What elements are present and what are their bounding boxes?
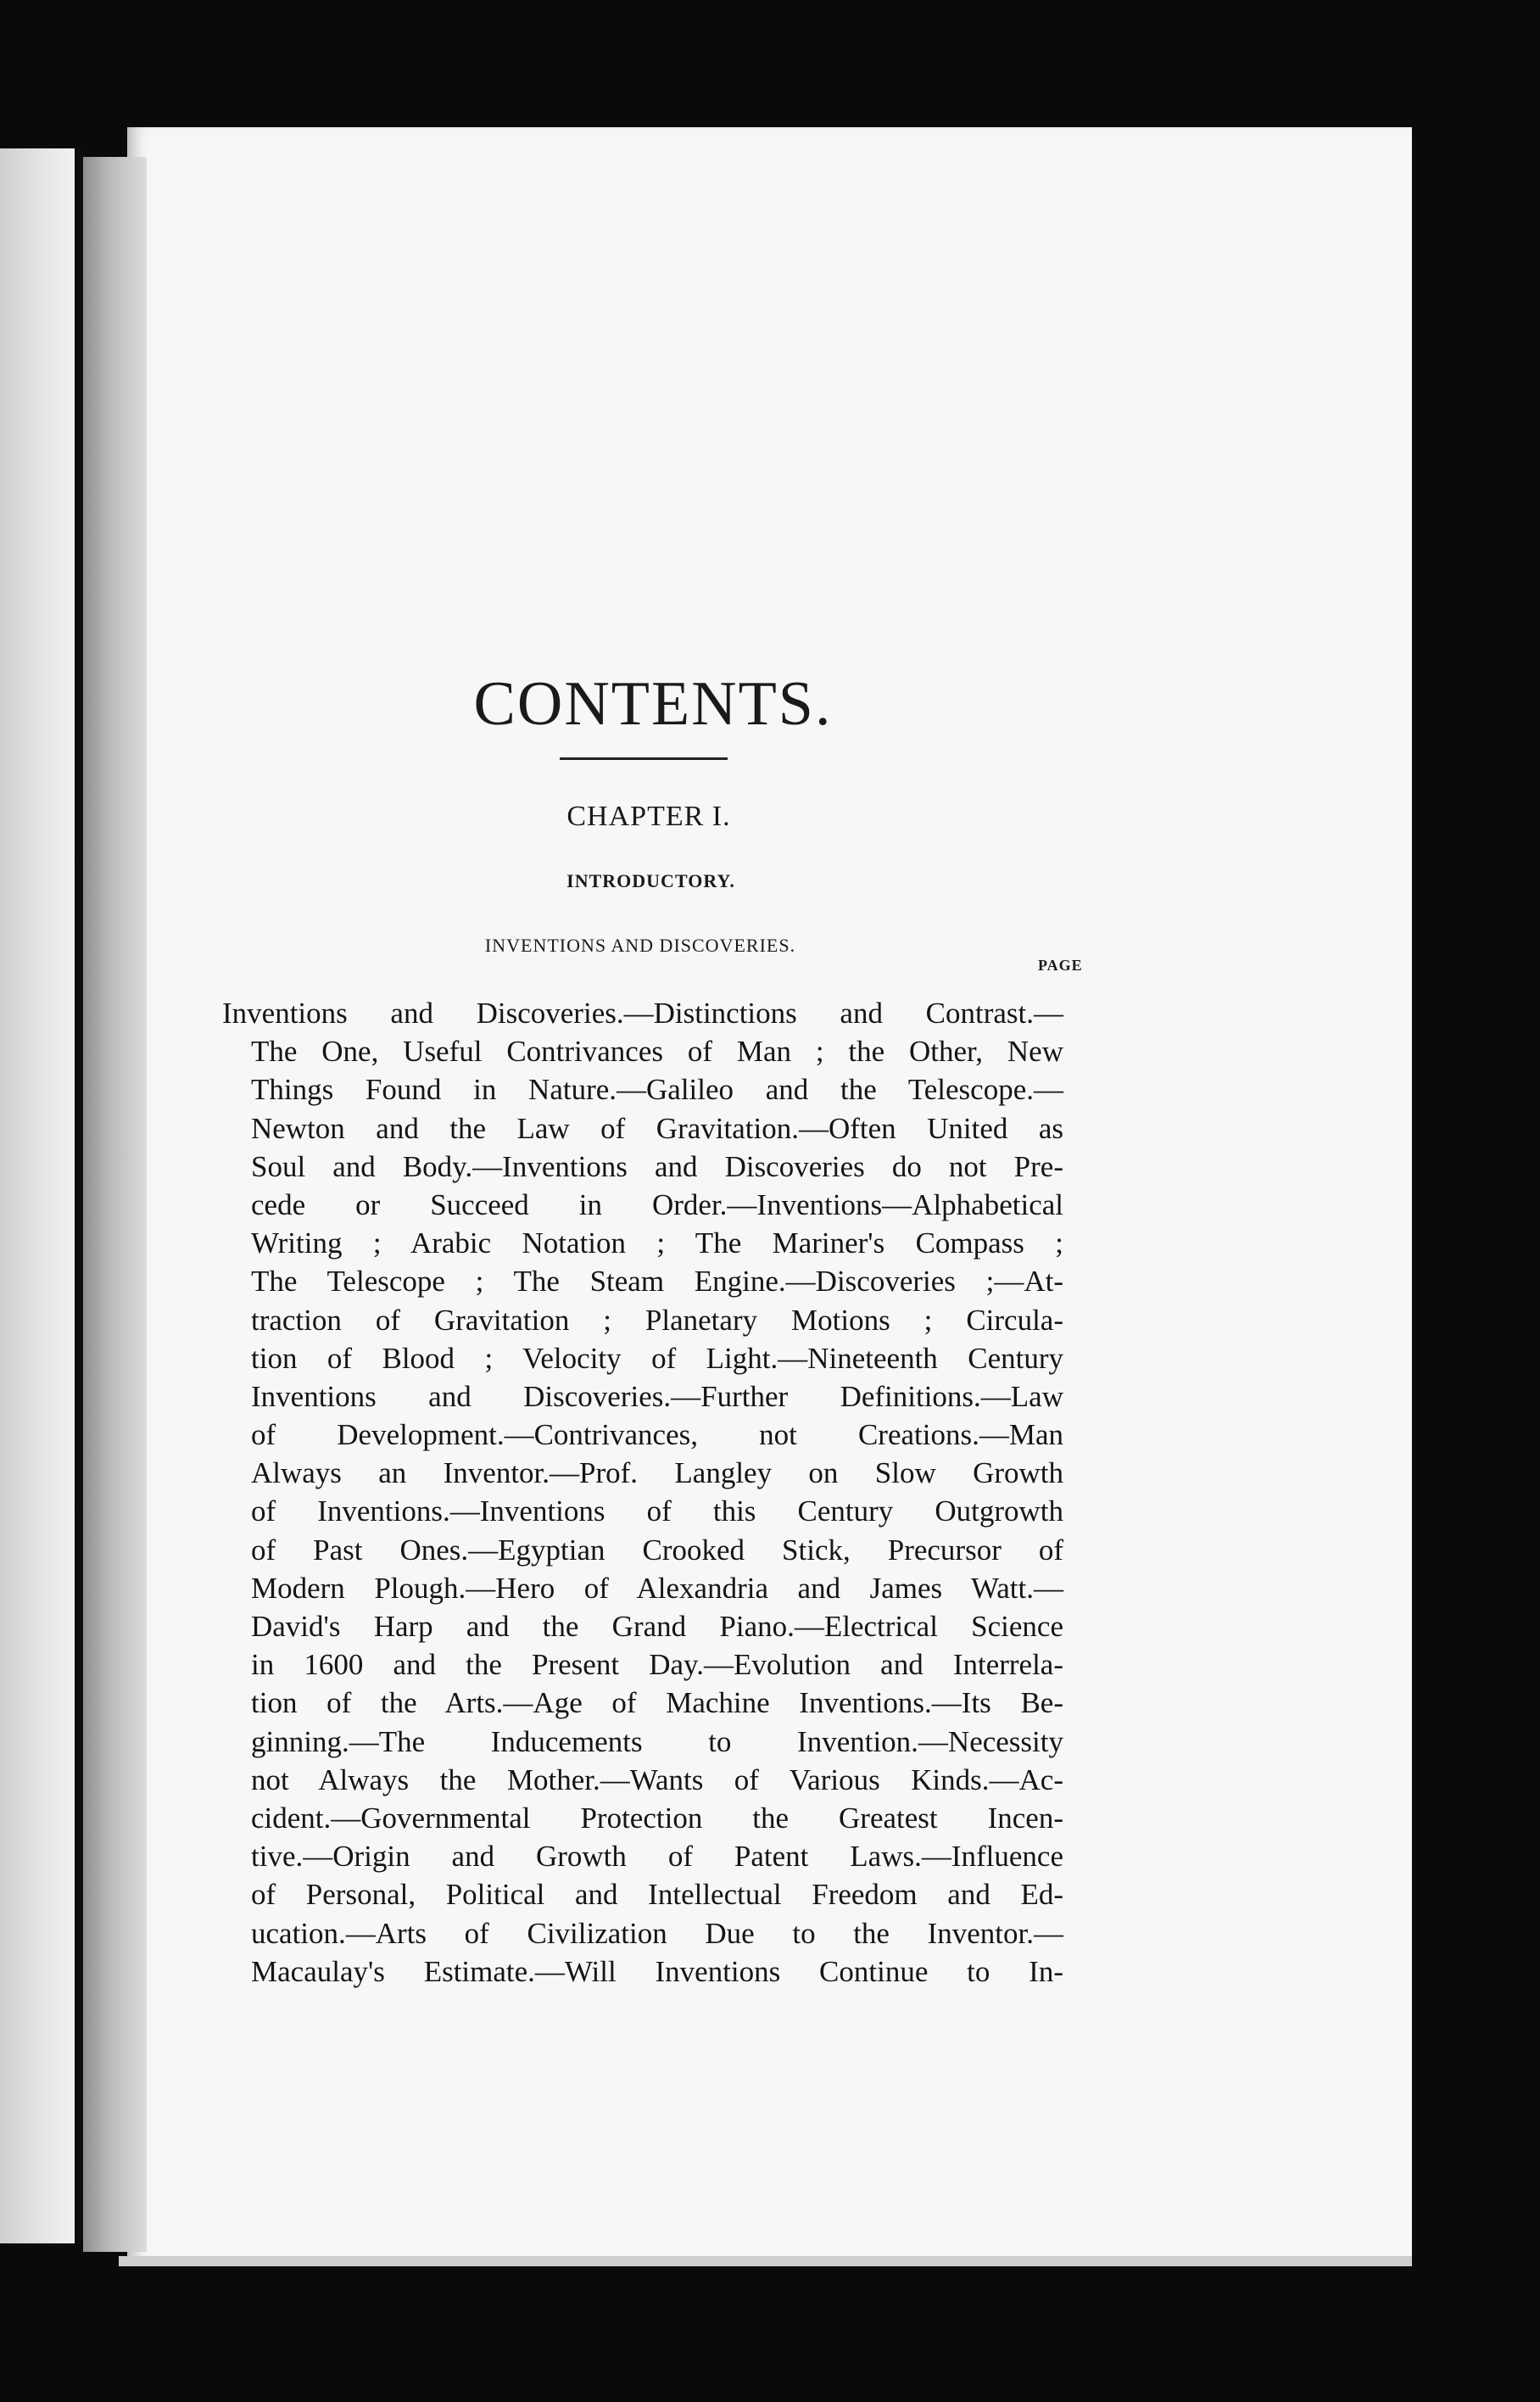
chapter-subtitle: INTRODUCTORY.	[566, 870, 735, 891]
summary-line: Always an Inventor.—Prof. Langley on Slow Growth	[251, 1456, 1063, 1490]
page-column-label: PAGE	[1038, 957, 1083, 974]
summary-line: cident.—Governmental Protection the Greatest Incen-	[251, 1801, 1063, 1835]
section-title: INVENTIONS AND DISCOVERIES.	[484, 935, 796, 956]
summary-line: traction of Gravitation ; Planetary Motions ; Circula-	[251, 1303, 1063, 1337]
summary-line: Modern Plough.—Hero of Alexandria and James Watt.—	[251, 1571, 1063, 1605]
book-spine-gap	[75, 148, 83, 2243]
summary-line: David's Harp and the Grand Piano.—Electrical Science	[251, 1610, 1063, 1643]
left-page-edge	[0, 148, 75, 2243]
summary-line: Newton and the Law of Gravitation.—Often United as	[251, 1111, 1063, 1145]
summary-line: The Telescope ; The Steam Engine.—Discoveries ;—At-	[251, 1265, 1063, 1299]
summary-line: of Inventions.—Inventions of this Century Outgrowth	[251, 1494, 1063, 1528]
summary-line: ginning.—The Inducements to Invention.—Necessity	[251, 1724, 1063, 1758]
summary-line: Writing ; Arabic Notation ; The Mariner's Compass ;	[251, 1226, 1063, 1260]
summary-line: tion of the Arts.—Age of Machine Inventions.—Its Be-	[251, 1686, 1063, 1720]
summary-line: ucation.—Arts of Civilization Due to the Inventor.—	[251, 1916, 1063, 1950]
summary-line: not Always the Mother.—Wants of Various Kinds.—Ac-	[251, 1762, 1063, 1796]
summary-line: Inventions and Discoveries.—Distinctions and Contrast.—	[222, 997, 1063, 1030]
contents-title: CONTENTS.	[473, 669, 833, 739]
page-gutter-shadow	[83, 157, 147, 2252]
chapter-heading: CHAPTER I.	[566, 801, 731, 832]
summary-line: tive.—Origin and Growth of Patent Laws.—Influence	[251, 1840, 1063, 1874]
summary-line: of Past Ones.—Egyptian Crooked Stick, Precursor of	[251, 1533, 1063, 1567]
summary-line: of Development.—Contrivances, not Creations.—Man	[251, 1418, 1063, 1452]
summary-line: cede or Succeed in Order.—Inventions—Alphabetical	[251, 1187, 1063, 1221]
summary-line: Soul and Body.—Inventions and Discoveries do not Pre-	[251, 1149, 1063, 1183]
summary-line: of Personal, Political and Intellectual Freedom and Ed-	[251, 1878, 1063, 1912]
summary-line: Things Found in Nature.—Galileo and the Telescope.—	[251, 1073, 1063, 1107]
summary-line: in 1600 and the Present Day.—Evolution and Interrela-	[251, 1648, 1063, 1682]
summary-line: The One, Useful Contrivances of Man ; the Other, New	[251, 1035, 1063, 1069]
title-divider-rule	[560, 757, 728, 760]
chapter-summary	[222, 994, 1063, 1991]
page-bottom-edge	[119, 2256, 1412, 2266]
summary-line: tion of Blood ; Velocity of Light.—Nineteenth Century	[251, 1341, 1063, 1375]
summary-line: Macaulay's Estimate.—Will Inventions Continue to In-	[251, 1954, 1063, 1988]
summary-line: Inventions and Discoveries.—Further Definitions.—Law	[251, 1379, 1063, 1413]
